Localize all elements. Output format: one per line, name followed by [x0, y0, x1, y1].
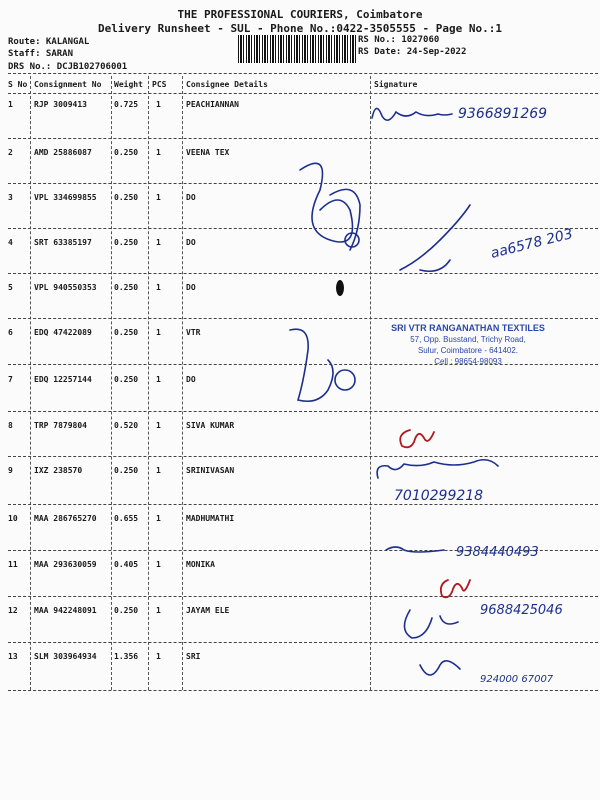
cell-consignee: DO — [186, 238, 196, 247]
cell-pcs: 1 — [156, 652, 161, 661]
cell-consignment-no: MAA 286765270 — [34, 514, 97, 523]
cell-sno: 5 — [8, 283, 13, 292]
cell-consignee: PEACHIANNAN — [186, 100, 239, 109]
cell-consignment-no: SLM 303964934 — [34, 652, 97, 661]
cell-pcs: 1 — [156, 606, 161, 615]
col-header-pcs: PCS — [152, 80, 167, 89]
cell-consignment-no: TRP 7879804 — [34, 421, 87, 430]
cell-weight: 0.250 — [114, 466, 139, 475]
cell-weight: 0.520 — [114, 421, 139, 430]
drs-number: DRS No.: DCJB102706001 — [8, 62, 128, 72]
rs-number: RS No.: 1027060 — [358, 35, 440, 45]
handwritten-phone-12: 9688425046 — [480, 603, 563, 618]
cell-sno: 10 — [8, 514, 18, 523]
cell-sno: 1 — [8, 100, 13, 109]
cell-weight: 0.250 — [114, 193, 139, 202]
signature-scribble — [420, 661, 460, 675]
cell-consignment-no: EDQ 47422089 — [34, 328, 92, 337]
cell-consignee: SRI — [186, 652, 201, 661]
cell-pcs: 1 — [156, 193, 161, 202]
cell-consignee: MADHUMATHI — [186, 514, 235, 523]
cell-sno: 11 — [8, 560, 18, 569]
rs-date: RS Date: 24-Sep-2022 — [358, 47, 467, 57]
col-header-weight: Weight — [114, 80, 143, 89]
cell-weight: 0.725 — [114, 100, 139, 109]
stamp-phone: Cell : 98654-98093 — [434, 357, 502, 366]
cell-consignment-no: EDQ 12257144 — [34, 375, 92, 384]
cell-consignee: DO — [186, 283, 196, 292]
cell-pcs: 1 — [156, 466, 161, 475]
cell-sno: 12 — [8, 606, 18, 615]
cell-consignee: VTR — [186, 328, 201, 337]
cell-consignee: JAYAM ELE — [186, 606, 230, 615]
cell-sno: 2 — [8, 148, 13, 157]
signature-scribble — [400, 205, 470, 271]
cell-sno: 6 — [8, 328, 13, 337]
cell-sno: 7 — [8, 375, 13, 384]
runsheet-subtitle: Delivery Runsheet - SUL - Phone No.:0422-3505555 - Page No.:1 — [98, 22, 502, 35]
cell-consignment-no: AMD 25886087 — [34, 148, 92, 157]
col-header-consignment: Consignment No — [34, 80, 102, 89]
cell-weight: 0.250 — [114, 606, 139, 615]
signature-scribble — [372, 108, 452, 120]
signature-scribble — [386, 547, 444, 552]
cell-weight: 0.655 — [114, 514, 139, 523]
signature-scribble — [404, 610, 458, 638]
handwritten-note-4: aa6578 203 — [489, 226, 575, 262]
cell-consignment-no: MAA 293630059 — [34, 560, 97, 569]
cell-weight: 0.250 — [114, 283, 139, 292]
cell-sno: 4 — [8, 238, 13, 247]
cell-consignment-no: SRT 63385197 — [34, 238, 92, 247]
stamp-name: SRI VTR RANGANATHAN TEXTILES — [391, 323, 545, 333]
cell-consignee: SRINIVASAN — [186, 466, 235, 475]
cell-consignee: VEENA TEX — [186, 148, 230, 157]
cell-consignment-no: MAA 942248091 — [34, 606, 97, 615]
cell-sno: 13 — [8, 652, 18, 661]
cell-weight: 0.250 — [114, 148, 139, 157]
cell-pcs: 1 — [156, 283, 161, 292]
cell-consignee: DO — [186, 375, 196, 384]
cell-pcs: 1 — [156, 421, 161, 430]
cell-pcs: 1 — [156, 100, 161, 109]
handwritten-phone-9: 7010299218 — [394, 488, 484, 504]
cell-weight: 0.405 — [114, 560, 139, 569]
handwritten-note-13: 924000 67007 — [480, 674, 554, 685]
cell-sno: 3 — [8, 193, 13, 202]
signature-scribble — [377, 460, 498, 478]
cell-consignment-no: RJP 3009413 — [34, 100, 87, 109]
cell-pcs: 1 — [156, 238, 161, 247]
cell-consignee: MONIKA — [186, 560, 215, 569]
cell-consignee: DO — [186, 193, 196, 202]
col-header-sno: S No — [8, 80, 28, 89]
cell-weight: 0.250 — [114, 238, 139, 247]
cell-pcs: 1 — [156, 328, 161, 337]
handwritten-phone-1: 9366891269 — [458, 106, 548, 122]
cell-weight: 0.250 — [114, 328, 139, 337]
cell-pcs: 1 — [156, 560, 161, 569]
cell-consignment-no: VPL 334699855 — [34, 193, 97, 202]
stamp-address-2: Sulur, Coimbatore - 641402. — [417, 346, 519, 355]
handwritten-phone-11: 9384440493 — [456, 545, 539, 560]
col-header-signature: Signature — [374, 80, 418, 89]
staff-label: Staff: SARAN — [8, 49, 74, 59]
signature-scribble — [300, 163, 353, 242]
cell-consignment-no: IXZ 238570 — [34, 466, 83, 475]
cell-weight: 0.250 — [114, 375, 139, 384]
cell-sno: 8 — [8, 421, 13, 430]
cell-pcs: 1 — [156, 148, 161, 157]
red-initials — [400, 430, 434, 447]
stamp-address-1: 57, Opp. Busstand, Trichy Road, — [410, 335, 526, 344]
red-initials — [441, 580, 470, 597]
cell-pcs: 1 — [156, 514, 161, 523]
route-label: Route: KALANGAL — [8, 37, 90, 47]
col-header-consignee: Consignee Details — [186, 80, 268, 89]
cell-sno: 9 — [8, 466, 13, 475]
signature-scribble — [290, 329, 333, 401]
cell-weight: 1.356 — [114, 652, 139, 661]
company-title: THE PROFESSIONAL COURIERS, Coimbatore — [177, 8, 423, 21]
cell-pcs: 1 — [156, 375, 161, 384]
cell-consignment-no: VPL 940550353 — [34, 283, 97, 292]
cell-consignee: SIVA KUMAR — [186, 421, 235, 430]
